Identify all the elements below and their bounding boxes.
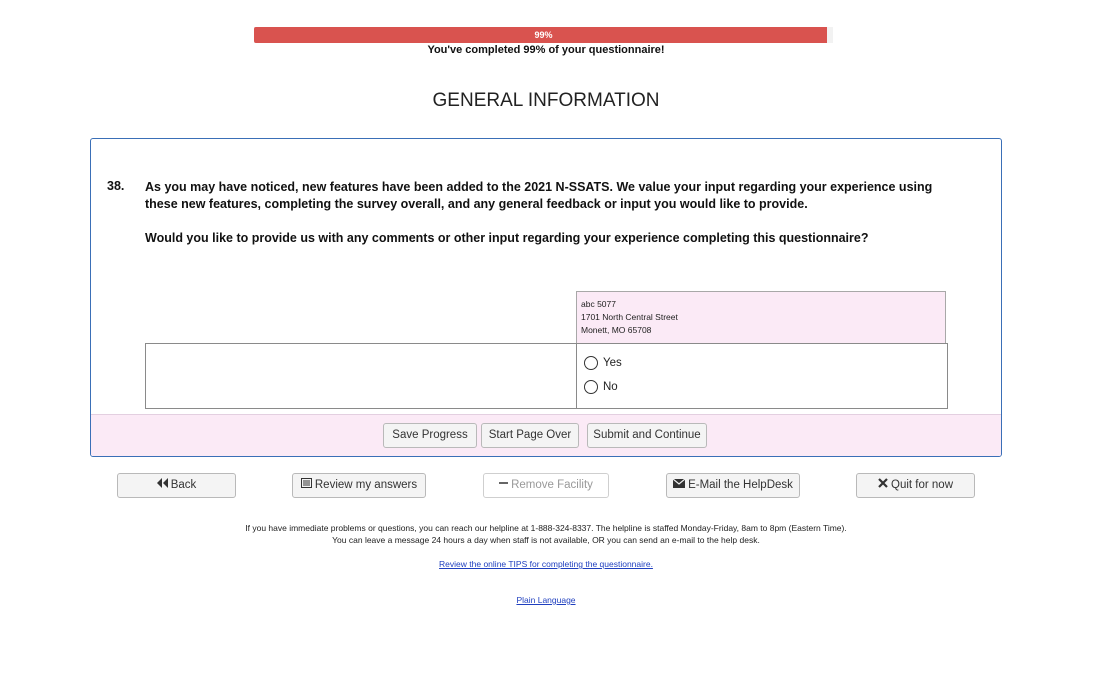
facility-name: abc 5077: [581, 299, 616, 309]
facility-city: Monett, MO 65708: [581, 325, 652, 335]
page-title: GENERAL INFORMATION: [432, 90, 660, 111]
answer-table: [145, 343, 948, 409]
tips-link-wrap: [0, 559, 1092, 569]
answer-label-cell: [146, 344, 577, 408]
minus-icon: [499, 474, 508, 497]
radio-button[interactable]: [584, 380, 598, 394]
remove-facility-label: Remove Facility: [511, 479, 593, 491]
back-button[interactable]: [117, 473, 236, 498]
submit-and-continue-button[interactable]: Submit and Continue: [587, 423, 707, 448]
back-button-label: Back: [170, 479, 197, 491]
radio-label-no: No: [603, 381, 618, 393]
question-intro-part: . We value your input regarding your experience using these new features, completing the survey overall, and any general feedback or input you would like to provide.: [145, 180, 933, 211]
question-text: [145, 179, 945, 247]
radio-option-no[interactable]: [584, 380, 618, 394]
plain-language-link[interactable]: Plain Language: [516, 595, 576, 605]
question-number: 38.: [107, 179, 125, 193]
email-helpdesk-button[interactable]: [666, 473, 800, 498]
form-button-bar: [91, 414, 1001, 457]
radio-button[interactable]: [584, 356, 598, 370]
question-prompt: Would you like to provide us with any comments or other input regarding your experience completing this questionnaire?: [145, 231, 869, 245]
save-progress-button[interactable]: Save Progress: [383, 423, 477, 448]
facility-address: [576, 291, 946, 343]
radio-option-yes[interactable]: [584, 356, 622, 370]
progress-bar: [254, 27, 833, 43]
quit-button[interactable]: [856, 473, 975, 498]
double-left-arrow-icon: [157, 474, 168, 497]
question-intro-part: As you may have noticed, new features have been added to the: [145, 180, 525, 194]
question-panel: [90, 138, 1002, 457]
message-text: You can leave a message 24 hours a day when staff is not available, OR you can send an e-mail to the help desk.: [332, 535, 760, 545]
list-icon: [301, 474, 312, 497]
tips-link[interactable]: Review the online TIPS for completing the questionnaire.: [439, 559, 653, 569]
helpline-text: If you have immediate problems or questions, you can reach our helpline at 1-888-324-8337. The helpline is staffed Monday-Friday, 8am to 8pm (Eastern Time).: [245, 523, 847, 533]
remove-facility-button[interactable]: [483, 473, 609, 498]
survey-name: 2021 N-SSATS: [524, 180, 610, 194]
radio-label-yes: Yes: [603, 357, 622, 369]
close-icon: [878, 474, 888, 497]
facility-street: 1701 North Central Street: [581, 312, 678, 322]
progress-percent-label: 99%: [534, 30, 553, 40]
quit-label: Quit for now: [891, 479, 953, 491]
envelope-icon: [673, 474, 685, 497]
start-page-over-button[interactable]: Start Page Over: [481, 423, 579, 448]
progress-caption: You've completed 99% of your questionnaire!: [427, 44, 665, 56]
question-intro: [145, 179, 945, 213]
plain-language-link-wrap: [0, 595, 1092, 605]
email-helpdesk-label: E-Mail the HelpDesk: [688, 479, 793, 491]
review-answers-button[interactable]: [292, 473, 426, 498]
review-answers-label: Review my answers: [314, 479, 418, 491]
